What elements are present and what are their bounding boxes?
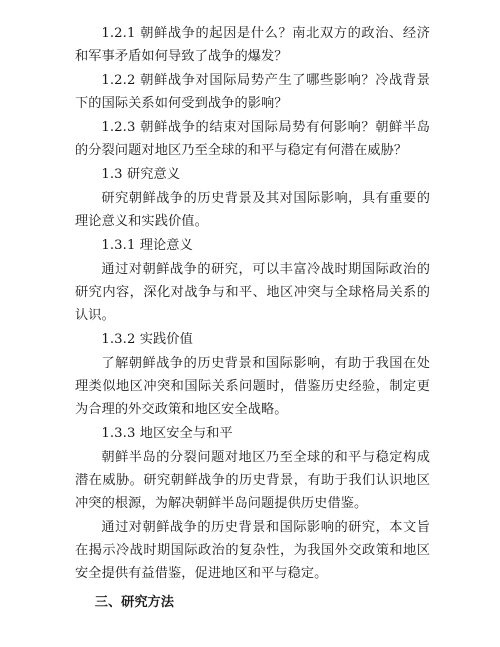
document-body	[75, 22, 430, 614]
paragraph-practical-value: 了解朝鲜战争的历史背景和国际影响，有助于我国在处理类似地区冲突和国际关系问题时，借鉴历史经验，制定更为合理的外交政策和地区安全战略。	[75, 356, 430, 417]
subheading-1-3-2: 1.3.2 实践价值	[101, 332, 193, 347]
paragraph-significance-intro: 研究朝鲜战争的历史背景及其对国际影响，具有重要的理论意义和实践价值。	[75, 191, 430, 229]
paragraph-question-1-2-3: 1.2.3 朝鲜战争的结束对国际局势有何影响？朝鲜半岛的分裂问题对地区乃至全球的和平与稳定有何潜在威胁？	[75, 120, 430, 158]
subheading-1-3: 1.3 研究意义	[101, 167, 181, 182]
paragraph-summary: 通过对朝鲜战争的历史背景和国际影响的研究，本文旨在揭示冷战时期国际政治的复杂性，为我国外交政策和地区安全提供有益借鉴，促进地区和平与稳定。	[75, 520, 430, 581]
paragraph-theoretical-significance: 通过对朝鲜战争的研究，可以丰富冷战时期国际政治的研究内容，深化对战争与和平、地区冲突与全球格局关系的认识。	[75, 262, 430, 323]
paragraph-question-1-2-1: 1.2.1 朝鲜战争的起因是什么？南北双方的政治、经济和军事矛盾如何导致了战争的爆发？	[75, 26, 430, 64]
section-heading-research-methods: 三、研究方法	[94, 595, 174, 610]
paragraph-regional-security: 朝鲜半岛的分裂问题对地区乃至全球的和平与稳定构成潜在威胁。研究朝鲜战争的历史背景，有助于我们认识地区冲突的根源，为解决朝鲜半岛问题提供历史借鉴。	[75, 450, 430, 511]
subheading-1-3-1: 1.3.1 理论意义	[101, 238, 193, 253]
paragraph-question-1-2-2: 1.2.2 朝鲜战争对国际局势产生了哪些影响？冷战背景下的国际关系如何受到战争的影响？	[75, 73, 430, 111]
subheading-1-3-3: 1.3.3 地区安全与和平	[101, 426, 233, 441]
